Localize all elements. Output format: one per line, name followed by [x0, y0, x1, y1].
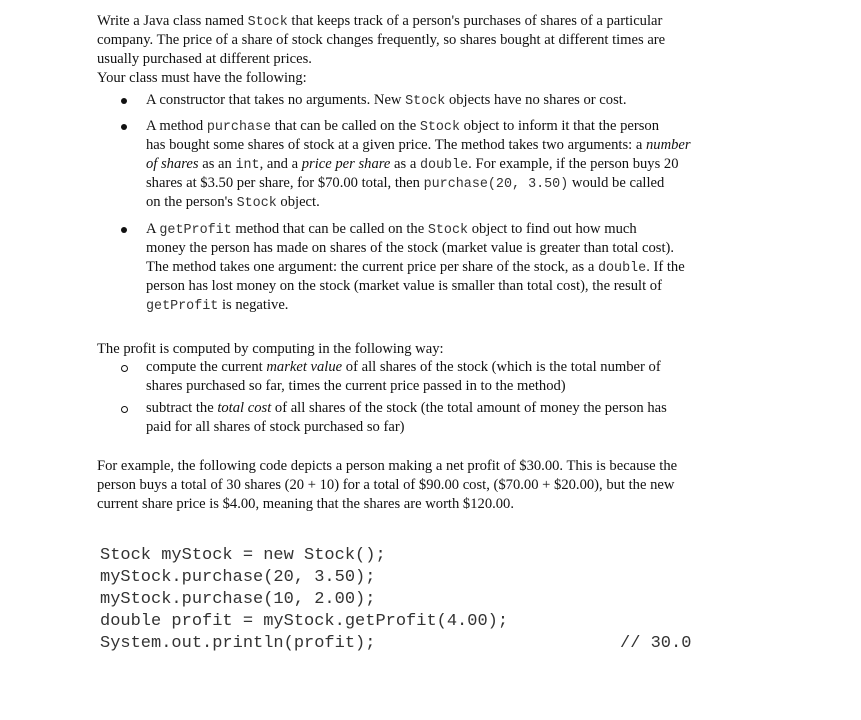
text: A	[146, 221, 160, 237]
bullet-2-line-4	[146, 174, 664, 195]
code-line-3: myStock.purchase(10, 2.00);	[100, 590, 376, 609]
bullet-2-line-5	[146, 193, 320, 214]
bullet-icon	[121, 98, 127, 104]
inline-code: getProfit	[159, 223, 232, 238]
intro-line-2: company. The price of a share of stock changes frequently, so shares bought at different times are	[97, 32, 666, 48]
inline-code: purchase	[206, 120, 272, 135]
text: object.	[276, 194, 320, 210]
italic-text: price per share	[301, 156, 391, 172]
italic-text: number	[646, 137, 691, 153]
intro-line-1	[97, 12, 662, 33]
text: . If the	[646, 259, 685, 275]
bullet-2-line-3	[146, 155, 679, 176]
text: A constructor that takes no arguments. New	[146, 92, 406, 108]
text: that can be called on the	[271, 118, 420, 134]
profit-step-2-line-1	[146, 399, 667, 419]
bullet-2-line-1	[146, 117, 659, 138]
example-line-2: person buys a total of 30 shares (20 + 10) for a total of $90.00 cost, ($70.00 + $20.00), but the new	[97, 477, 675, 493]
intro-line-3: usually purchased at different prices.	[97, 51, 312, 67]
bullet-3-line-4: person has lost money on the stock (market value is smaller than total cost), the result of	[146, 278, 662, 294]
text: is negative.	[218, 297, 289, 313]
bullet-1	[146, 91, 626, 112]
italic-text: total cost	[217, 400, 272, 416]
text: shares at $3.50 per share, for $70.00 total, then	[146, 175, 424, 191]
bullet-icon	[121, 124, 127, 130]
text: subtract the	[146, 400, 218, 416]
text: objects have no shares or cost.	[445, 92, 627, 108]
code-line-5: System.out.println(profit);	[100, 634, 376, 653]
bullet-3-line-1	[146, 220, 637, 241]
text: object to find out how much	[468, 221, 637, 237]
profit-step-1-line-2: shares purchased so far, times the current price passed in to the method)	[146, 378, 566, 394]
italic-text: market value	[266, 359, 343, 375]
text: that keeps track of a person's purchases of shares of a particular	[287, 13, 663, 29]
inline-code: Stock	[405, 94, 446, 109]
text: of all shares of the stock (the total amount of money the person has	[271, 400, 667, 416]
inline-code: double	[419, 158, 469, 173]
inline-code: double	[597, 261, 647, 276]
text: as a	[390, 156, 420, 172]
intro-line-4: Your class must have the following:	[97, 70, 307, 86]
inline-code: Stock	[419, 120, 461, 135]
circle-bullet-icon	[121, 406, 128, 413]
code-comment: // 30.0	[620, 634, 692, 653]
text: Write a Java class named	[97, 13, 248, 29]
profit-heading: The profit is computed by computing in the following way:	[97, 341, 444, 357]
italic-text: of shares	[146, 156, 199, 172]
code-line-2: myStock.purchase(20, 3.50);	[100, 568, 376, 587]
text: The method takes one argument: the current price per share of the stock, as a	[146, 259, 598, 275]
bullet-icon	[121, 227, 127, 233]
text: would be called	[568, 175, 665, 191]
bullet-3-line-3	[146, 258, 685, 279]
text: , and a	[259, 156, 302, 172]
inline-code: Stock	[247, 15, 288, 30]
text: . For example, if the person buys 20	[468, 156, 679, 172]
code-line-4: double profit = myStock.getProfit(4.00);	[100, 612, 509, 631]
inline-code: int	[235, 158, 260, 173]
bullet-3-line-2: money the person has made on shares of the stock (market value is greater than total cost).	[146, 240, 675, 256]
circle-bullet-icon	[121, 365, 128, 372]
text: object to inform it that the person	[460, 118, 660, 134]
inline-code: getProfit	[146, 299, 219, 314]
inline-code: Stock	[236, 196, 277, 211]
code-line-1: Stock myStock = new Stock();	[100, 546, 386, 565]
bullet-2-line-2	[146, 136, 691, 156]
bullet-3-line-5	[146, 296, 288, 317]
profit-step-1-line-1	[146, 358, 661, 378]
profit-step-2-line-2: paid for all shares of stock purchased so far)	[146, 419, 405, 435]
text: of all shares of the stock (which is the total number of	[342, 359, 661, 375]
text: on the person's	[146, 194, 237, 210]
text: compute the current	[146, 359, 267, 375]
example-line-3: current share price is $4.00, meaning that the shares are worth $120.00.	[97, 496, 515, 512]
example-line-1: For example, the following code depicts a person making a net profit of $30.00. This is because the	[97, 458, 678, 474]
text: A method	[146, 118, 207, 134]
inline-code: purchase(20, 3.50)	[423, 177, 569, 192]
text: has bought some shares of stock at a given price. The method takes two arguments: a	[146, 137, 646, 153]
inline-code: Stock	[427, 223, 469, 238]
text: method that can be called on the	[231, 221, 428, 237]
text: as an	[198, 156, 236, 172]
